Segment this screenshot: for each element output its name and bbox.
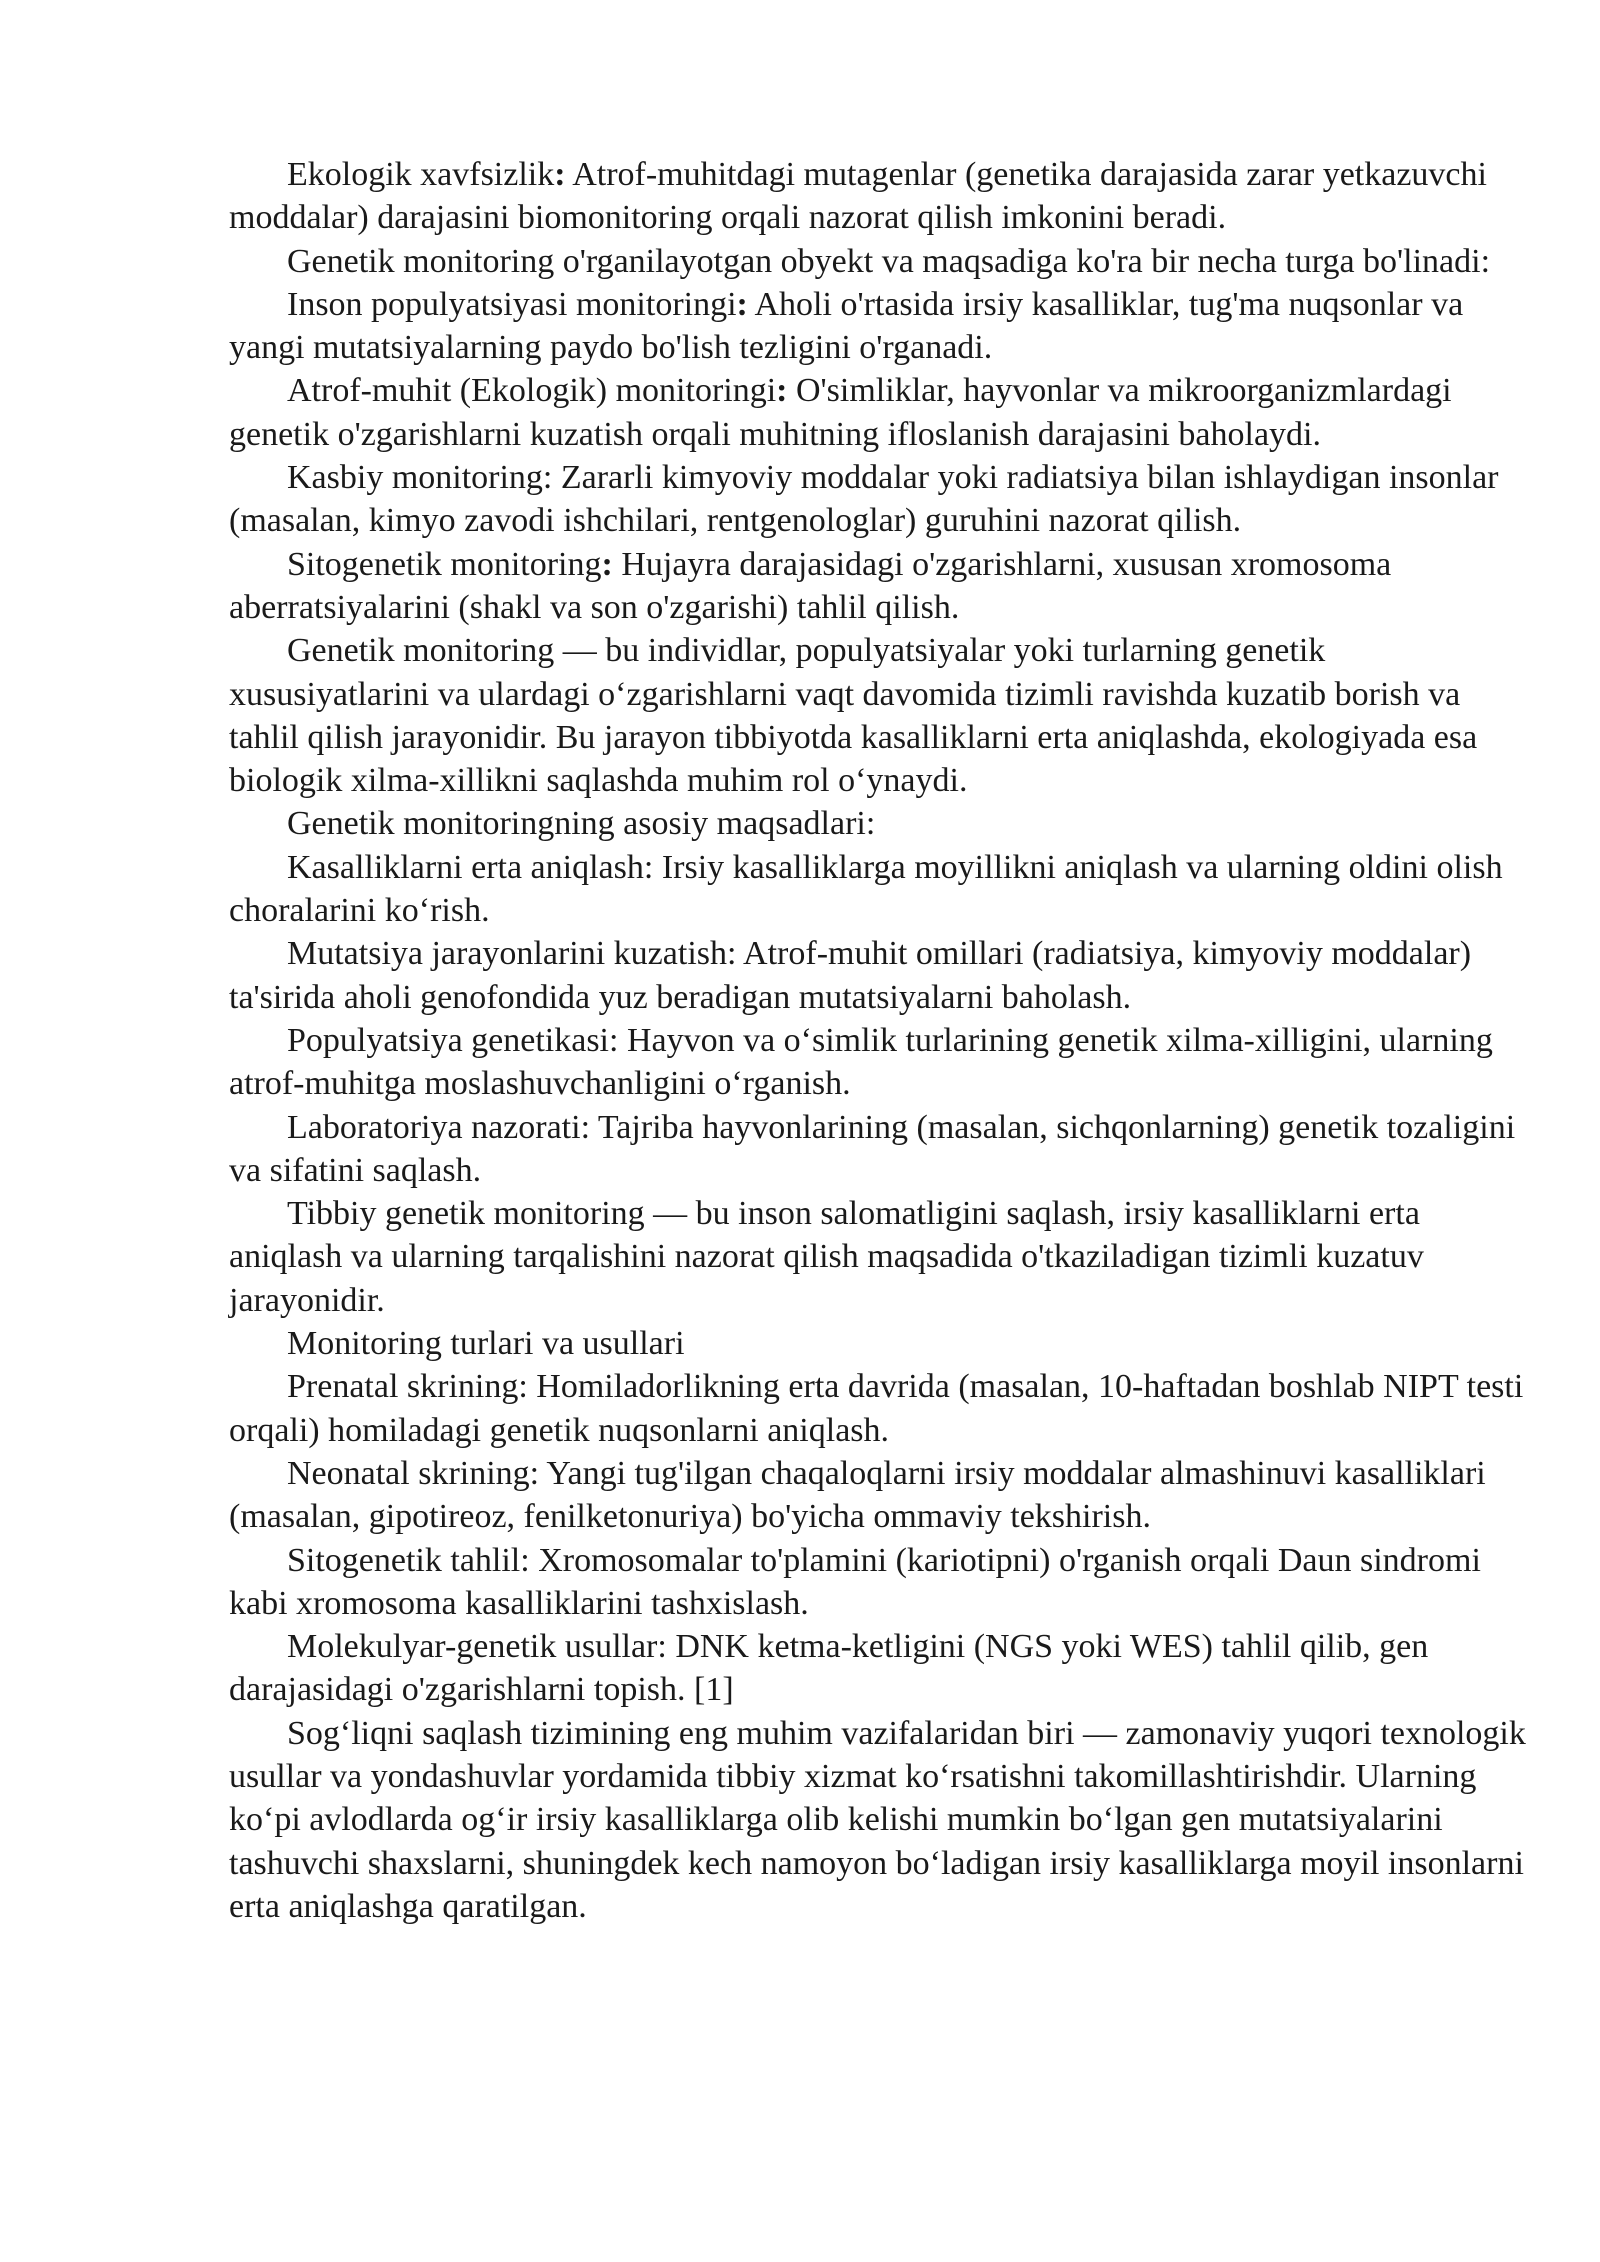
paragraph-cytogenetic bbox=[229, 543, 1529, 630]
paragraph-text: Populyatsiya genetikasi: Hayvon va o‘simlik turlarining genetik xilma-xilligini, ularning atrof-muhitga moslashuvchanligini o‘rganish. bbox=[229, 1021, 1493, 1103]
paragraph-lead: Sitogenetik monitoring bbox=[287, 545, 602, 583]
paragraph-neonatal bbox=[229, 1452, 1529, 1539]
paragraph-population-genetics bbox=[229, 1019, 1529, 1106]
paragraph-text: Genetik monitoringning asosiy maqsadlari: bbox=[287, 805, 876, 843]
paragraph-text: Atrof-muhitdagi mutagenlar (genetika darajasida zarar yetkazuvchi moddalar) darajasini biomonitoring orqali nazorat qilish imkonini beradi. bbox=[229, 156, 1487, 237]
paragraph-text: Monitoring turlari va usullari bbox=[287, 1325, 685, 1363]
paragraph-early-detection bbox=[229, 846, 1529, 933]
paragraph-text: Kasalliklarni erta aniqlash: Irsiy kasalliklarga moyillikni aniqlash va ularning oldini olish choralarini ko‘rish. bbox=[229, 848, 1503, 930]
paragraph-text: O'simliklar, hayvonlar va mikroorganizmlardagi genetik o'zgarishlarni kuzatish orqali muhitning ifloslanish darajasini baholaydi. bbox=[229, 372, 1452, 453]
paragraph-colon: : bbox=[776, 372, 788, 410]
paragraph-colon: : bbox=[554, 156, 566, 193]
paragraph-medical-monitoring bbox=[229, 1192, 1529, 1322]
paragraph-definition bbox=[229, 629, 1529, 802]
paragraph-text: Sog‘liqni saqlash tizimining eng muhim vazifalaridan biri — zamonaviy yuqori texnologik usullar va yondashuvlar yordamida tibbiy xizmat ko‘rsatishni takomillashtirishdir. Ularning ko‘pi avlodlarda og‘ir irsiy kasalliklarga olib kelishi mumkin bo‘lgan gen mutatsiyalarini tashuvchi shaxslarni, shuningdek kech namoyon bo‘ladigan irsiy kasalliklarga moyil insonlarni erta aniqlashga qaratilgan. bbox=[229, 1714, 1526, 1925]
paragraph-ecological-safety bbox=[229, 153, 1529, 240]
paragraph-lead: Inson populyatsiyasi monitoringi bbox=[287, 285, 737, 323]
paragraph-text: Kasbiy monitoring: Zararli kimyoviy moddalar yoki radiatsiya bilan ishlaydigan insonlar (masalan, kimyo zavodi ishchilari, rentgenologlar) guruhini nazorat qilish. bbox=[229, 459, 1499, 540]
paragraph-environmental bbox=[229, 369, 1529, 456]
paragraph-text: Hujayra darajasidagi o'zgarishlarni, xususan xromosoma aberratsiyalarini (shakl va son o'zgarishi) tahlil qilish. bbox=[229, 545, 1392, 626]
paragraph-healthcare bbox=[229, 1712, 1529, 1928]
paragraph-goals-heading bbox=[229, 802, 1529, 845]
paragraph-methods-heading bbox=[229, 1322, 1529, 1365]
paragraph-text: Mutatsiya jarayonlarini kuzatish: Atrof-muhit omillari (radiatsiya, kimyoviy moddalar) ta'sirida aholi genofondida yuz beradigan mutatsiyalarni baholash. bbox=[229, 935, 1472, 1016]
paragraph-monitoring-types-intro bbox=[229, 240, 1529, 283]
paragraph-text: Aholi o'rtasida irsiy kasalliklar, tug'ma nuqsonlar va yangi mutatsiyalarning paydo bo'lish tezligini o'rganadi. bbox=[229, 285, 1464, 367]
paragraph-prenatal bbox=[229, 1365, 1529, 1452]
paragraph-cytogenetic-analysis bbox=[229, 1539, 1529, 1626]
paragraph-text: Neonatal skrining: Yangi tug'ilgan chaqaloqlarni irsiy moddalar almashinuvi kasalliklari (masalan, gipotireoz, fenilketonuriya) bo'yicha ommaviy tekshirish. bbox=[229, 1454, 1486, 1536]
paragraph-lab-control bbox=[229, 1106, 1529, 1193]
paragraph-occupational bbox=[229, 456, 1529, 543]
paragraph-colon: : bbox=[736, 285, 748, 323]
paragraph-mutation-tracking bbox=[229, 932, 1529, 1019]
paragraph-text: Laboratoriya nazorati: Tajriba hayvonlarining (masalan, sichqonlarning) genetik tozaligini va sifatini saqlash. bbox=[229, 1108, 1516, 1189]
document-page bbox=[229, 153, 1529, 1928]
paragraph-colon: : bbox=[601, 545, 613, 583]
paragraph-text: Molekulyar-genetik usullar: DNK ketma-ketligini (NGS yoki WES) tahlil qilib, gen darajasidagi o'zgarishlarni topish. [1] bbox=[229, 1628, 1429, 1709]
paragraph-molecular-methods bbox=[229, 1625, 1529, 1712]
paragraph-text: Sitogenetik tahlil: Xromosomalar to'plamini (kariotipni) o'rganish orqali Daun sindromi kabi xromosoma kasalliklarini tashxislash. bbox=[229, 1541, 1481, 1622]
paragraph-text: Prenatal skrining: Homiladorlikning erta davrida (masalan, 10-haftadan boshlab NIPT testi orqali) homiladagi genetik nuqsonlarni aniqlash. bbox=[229, 1368, 1524, 1449]
paragraph-human-population bbox=[229, 283, 1529, 370]
paragraph-text: Genetik monitoring — bu individlar, populyatsiyalar yoki turlarning genetik xususiyatlarini va ulardagi o‘zgarishlarni vaqt davomida tizimli ravishda kuzatib borish va tahlil qilish jarayonidir. Bu jarayon tibbiyotda kasalliklarni erta aniqlashda, ekologiyada esa biologik xilma-xillikni saqlashda muhim rol o‘ynaydi. bbox=[229, 632, 1478, 800]
paragraph-lead: Ekologik xavfsizlik bbox=[287, 156, 555, 193]
paragraph-text: Genetik monitoring o'rganilayotgan obyekt va maqsadiga ko'ra bir necha turga bo'linadi: bbox=[287, 242, 1491, 280]
paragraph-text: Tibbiy genetik monitoring — bu inson salomatligini saqlash, irsiy kasalliklarni erta aniqlash va ularning tarqalishini nazorat qilish maqsadida o'tkaziladigan tizimli kuzatuv jarayonidir. bbox=[229, 1195, 1424, 1319]
paragraph-lead: Atrof-muhit (Ekologik) monitoringi bbox=[287, 372, 777, 410]
